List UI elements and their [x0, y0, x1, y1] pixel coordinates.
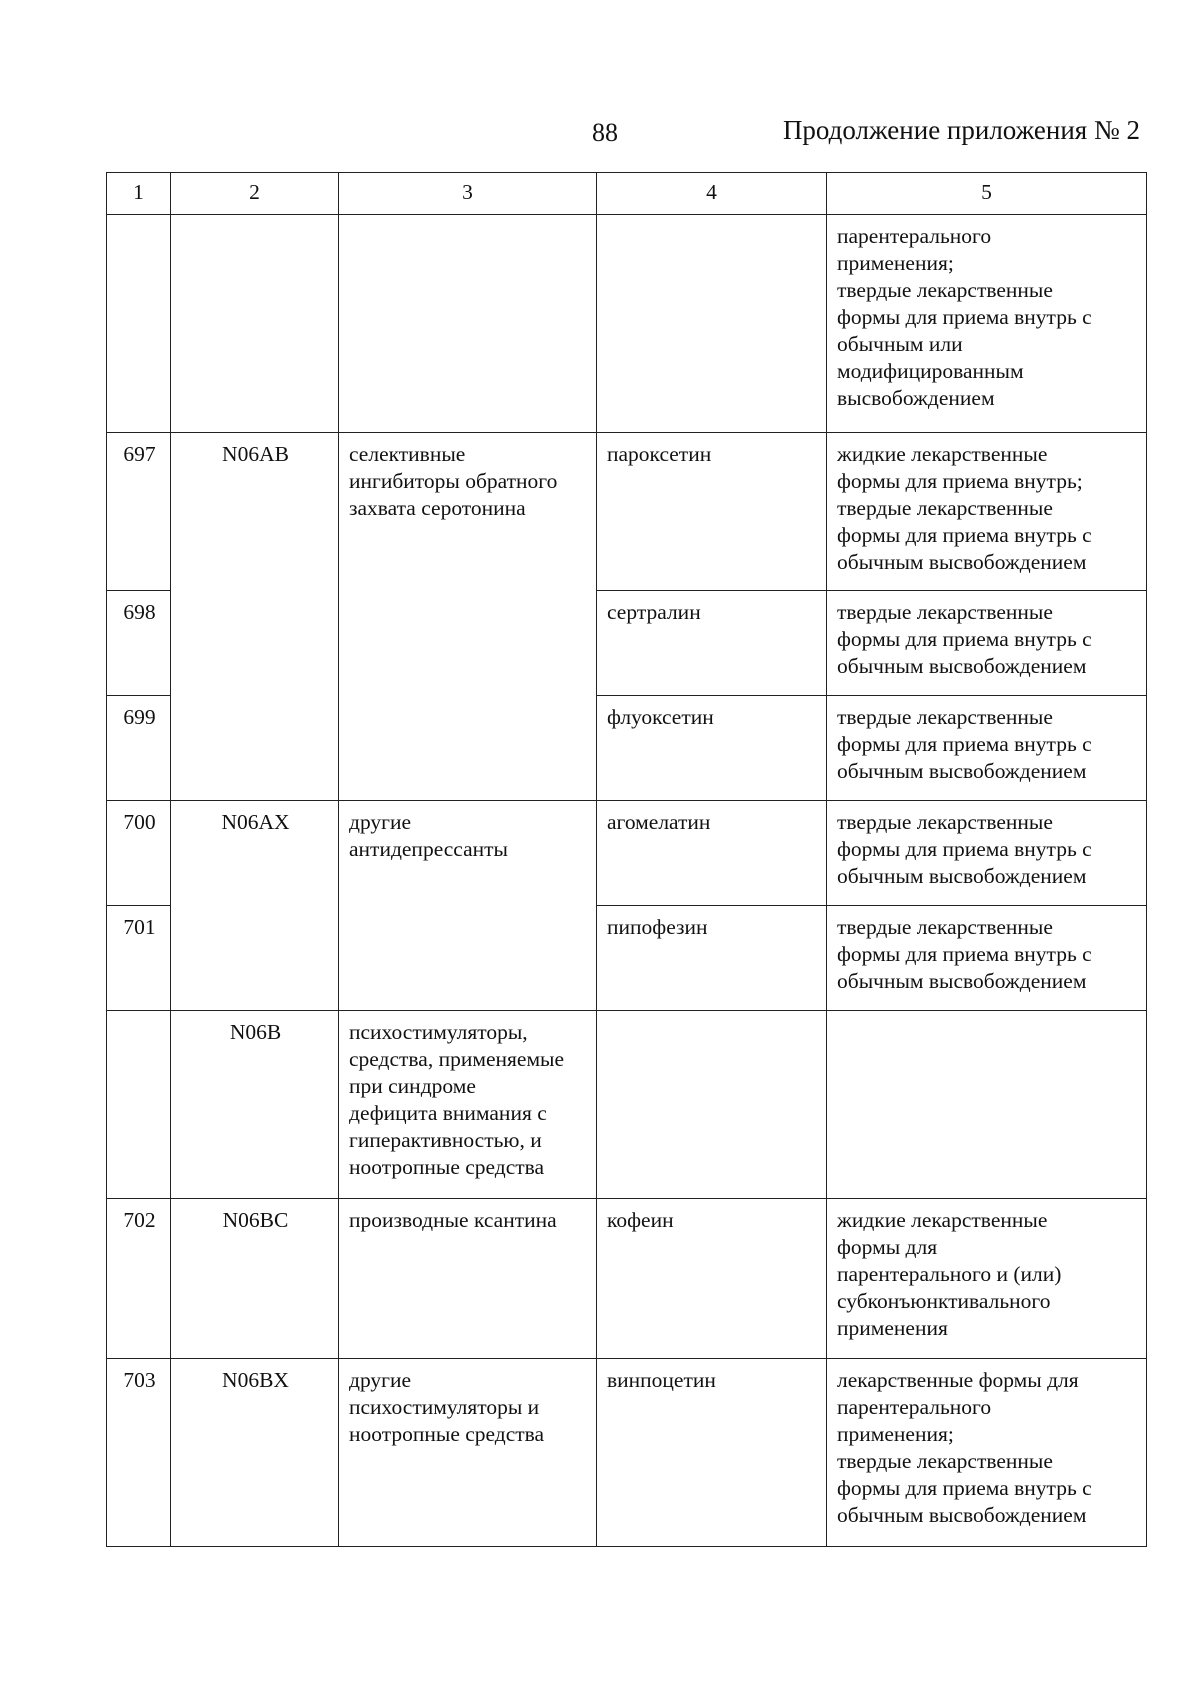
page-number: 88 [592, 118, 618, 147]
drug-cell [597, 215, 827, 433]
drug-cell: сертралин [597, 591, 827, 696]
num-cell: 702 [107, 1199, 171, 1359]
code-cell [171, 215, 339, 433]
group-cell: психостимуляторы, средства, применяемые при синдроме дефицита внимания с гиперактивностью, и ноотропные средства [339, 1011, 597, 1199]
group-cell: другие психостимуляторы и ноотропные средства [339, 1359, 597, 1547]
column-header: 5 [827, 173, 1147, 215]
column-header: 2 [171, 173, 339, 215]
code-cell: N06BC [171, 1199, 339, 1359]
appendix-note: Продолжение приложения № 2 [782, 115, 1140, 145]
group-cell: производные ксантина [339, 1199, 597, 1359]
code-cell: N06B [171, 1011, 339, 1199]
drug-cell: винпоцетин [597, 1359, 827, 1547]
num-cell [107, 215, 171, 433]
drug-cell: кофеин [597, 1199, 827, 1359]
drug-cell: агомелатин [597, 801, 827, 906]
form-cell: лекарственные формы для парентерального применения; твердые лекарственные формы для приема внутрь с обычным высвобождением [827, 1359, 1147, 1547]
num-cell: 697 [107, 433, 171, 591]
column-header: 1 [107, 173, 171, 215]
form-cell: твердые лекарственные формы для приема внутрь с обычным высвобождением [827, 801, 1147, 906]
table-row [107, 1199, 1147, 1359]
code-cell: N06AX [171, 801, 339, 1011]
num-cell: 700 [107, 801, 171, 906]
num-cell: 701 [107, 906, 171, 1011]
form-cell: твердые лекарственные формы для приема внутрь с обычным высвобождением [827, 906, 1147, 1011]
code-cell: N06AB [171, 433, 339, 801]
table-row [107, 1359, 1147, 1547]
drug-table [106, 172, 1147, 1547]
form-cell: твердые лекарственные формы для приема внутрь с обычным высвобождением [827, 696, 1147, 801]
num-cell: 698 [107, 591, 171, 696]
form-cell: жидкие лекарственные формы для парентерального и (или) субконъюнктивального применения [827, 1199, 1147, 1359]
group-cell [339, 215, 597, 433]
num-cell [107, 1011, 171, 1199]
drug-cell: пипофезин [597, 906, 827, 1011]
table-header-row [107, 173, 1147, 215]
code-cell: N06BX [171, 1359, 339, 1547]
column-header: 3 [339, 173, 597, 215]
table-row [107, 801, 1147, 906]
form-cell: твердые лекарственные формы для приема внутрь с обычным высвобождением [827, 591, 1147, 696]
drug-cell [597, 1011, 827, 1199]
num-cell: 703 [107, 1359, 171, 1547]
column-header: 4 [597, 173, 827, 215]
form-cell [827, 1011, 1147, 1199]
drug-cell: пароксетин [597, 433, 827, 591]
table-row [107, 433, 1147, 591]
num-cell: 699 [107, 696, 171, 801]
table-row [107, 1011, 1147, 1199]
table-row [107, 215, 1147, 433]
form-cell: жидкие лекарственные формы для приема внутрь; твердые лекарственные формы для приема внутрь с обычным высвобождением [827, 433, 1147, 591]
drug-cell: флуоксетин [597, 696, 827, 801]
group-cell: другие антидепрессанты [339, 801, 597, 1011]
group-cell: селективные ингибиторы обратного захвата серотонина [339, 433, 597, 801]
form-cell: парентерального применения; твердые лекарственные формы для приема внутрь с обычным или модифицированным высвобождением [827, 215, 1147, 433]
